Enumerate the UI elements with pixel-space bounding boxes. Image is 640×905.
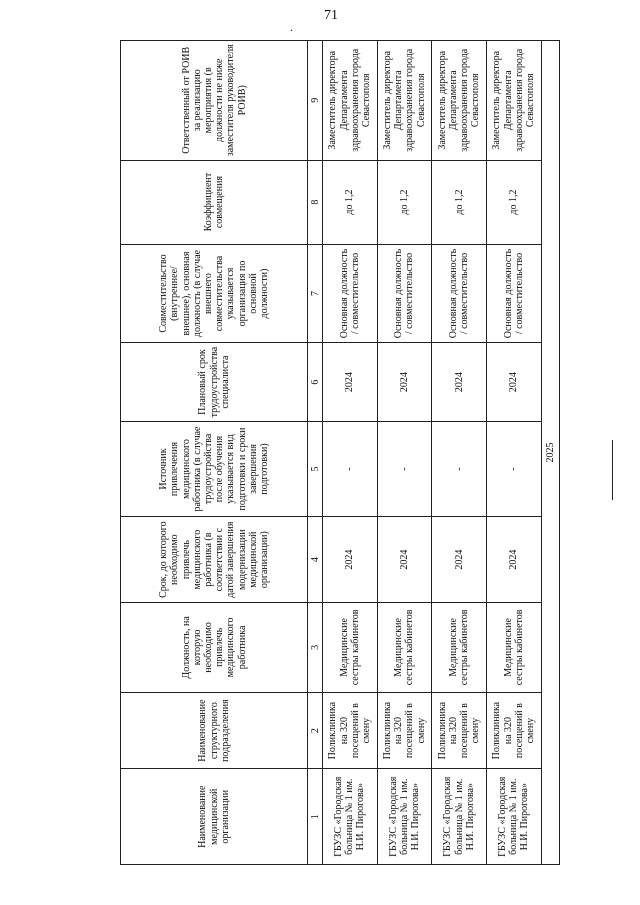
year-row — [541, 41, 559, 865]
table-cell: 2024 — [432, 343, 487, 421]
header-cell: Должность, на которую необходимо привлечь медицинского работника — [121, 602, 308, 692]
column-number: 7 — [308, 244, 322, 343]
table-cell: 2024 — [377, 517, 432, 603]
table-cell: Поликлиника на 320 посещений в смену — [432, 692, 487, 769]
header-row — [121, 41, 308, 865]
column-number: 4 — [308, 517, 322, 603]
table-row — [377, 41, 432, 865]
table-cell: Медицинские сестры кабинетов — [322, 602, 377, 692]
column-number: 5 — [308, 421, 322, 517]
column-number: 2 — [308, 692, 322, 769]
table-cell: до 1,2 — [432, 160, 487, 244]
table-cell: до 1,2 — [377, 160, 432, 244]
header-cell: Срок, до которого необходимо привлечь медицинского работника (в соответствии с датой завершения модернизации медицинской организации) — [121, 517, 308, 603]
table-cell: - — [432, 421, 487, 517]
staffing-table — [120, 40, 560, 865]
margin-mark — [612, 440, 613, 500]
header-cell: Плановый срок трудоустройства специалиста — [121, 343, 308, 421]
column-number: 8 — [308, 160, 322, 244]
header-cell: Ответственный от РОИВ за реализацию мероприятия (в должности не ниже заместителя руководителя РОИВ) — [121, 41, 308, 161]
table-cell: - — [322, 421, 377, 517]
table-cell: - — [487, 421, 542, 517]
column-number: 1 — [308, 769, 322, 865]
table-cell: ГБУЗС «Городская больница № 1 им. Н.И. Пирогова» — [377, 769, 432, 865]
header-cell: Наименование структурного подразделения — [121, 692, 308, 769]
table-cell: Медицинские сестры кабинетов — [377, 602, 432, 692]
stray-dot: . — [290, 20, 293, 34]
table-cell: Поликлиника на 320 посещений в смену — [487, 692, 542, 769]
table-cell: Медицинские сестры кабинетов — [487, 602, 542, 692]
table-cell: 2024 — [487, 517, 542, 603]
table-cell: Основная должность / совместительство — [377, 244, 432, 343]
table-cell: Заместитель директора Департамента здравоохранения города Севастополя — [432, 41, 487, 161]
table-cell: Медицинские сестры кабинетов — [432, 602, 487, 692]
column-number: 9 — [308, 41, 322, 161]
table-cell: ГБУЗС «Городская больница № 1 им. Н.И. Пирогова» — [432, 769, 487, 865]
header-cell: Коэффициент совмещения — [121, 160, 308, 244]
table-cell: Заместитель директора Департамента здравоохранения города Севастополя — [322, 41, 377, 161]
column-number-row — [308, 41, 322, 865]
table-cell: Поликлиника на 320 посещений в смену — [322, 692, 377, 769]
table-cell: 2024 — [432, 517, 487, 603]
table-cell: до 1,2 — [322, 160, 377, 244]
table-cell: ГБУЗС «Городская больница № 1 им. Н.И. Пирогова» — [487, 769, 542, 865]
table-cell: Поликлиника на 320 посещений в смену — [377, 692, 432, 769]
year-label: 2025 — [541, 41, 559, 865]
page-number: 71 — [324, 8, 338, 23]
column-number: 3 — [308, 602, 322, 692]
table-cell: 2024 — [487, 343, 542, 421]
table-cell: Основная должность / совместительство — [432, 244, 487, 343]
table-row — [322, 41, 377, 865]
table-cell: ГБУЗС «Городская больница № 1 им. Н.И. Пирогова» — [322, 769, 377, 865]
header-cell: Совместительство (внутреннее/внешнее), основная должность (в случае внешнего совместительства указывается организация по основной должности) — [121, 244, 308, 343]
header-cell: Источник привлечения медицинского работника (в случае трудоустройства после обучения указывается вид подготовки и сроки завершения подготовки) — [121, 421, 308, 517]
table-cell: Основная должность / совместительство — [487, 244, 542, 343]
column-number: 6 — [308, 343, 322, 421]
table-cell: Заместитель директора Департамента здравоохранения города Севастополя — [377, 41, 432, 161]
rotated-table-wrapper — [120, 40, 560, 865]
table-cell: 2024 — [377, 343, 432, 421]
table-cell: Основная должность / совместительство — [322, 244, 377, 343]
table-cell: Заместитель директора Департамента здравоохранения города Севастополя — [487, 41, 542, 161]
table-cell: до 1,2 — [487, 160, 542, 244]
header-cell: Наименование медицинской организации — [121, 769, 308, 865]
table-cell: - — [377, 421, 432, 517]
table-cell: 2024 — [322, 517, 377, 603]
table-cell: 2024 — [322, 343, 377, 421]
table-row — [487, 41, 542, 865]
table-row — [432, 41, 487, 865]
